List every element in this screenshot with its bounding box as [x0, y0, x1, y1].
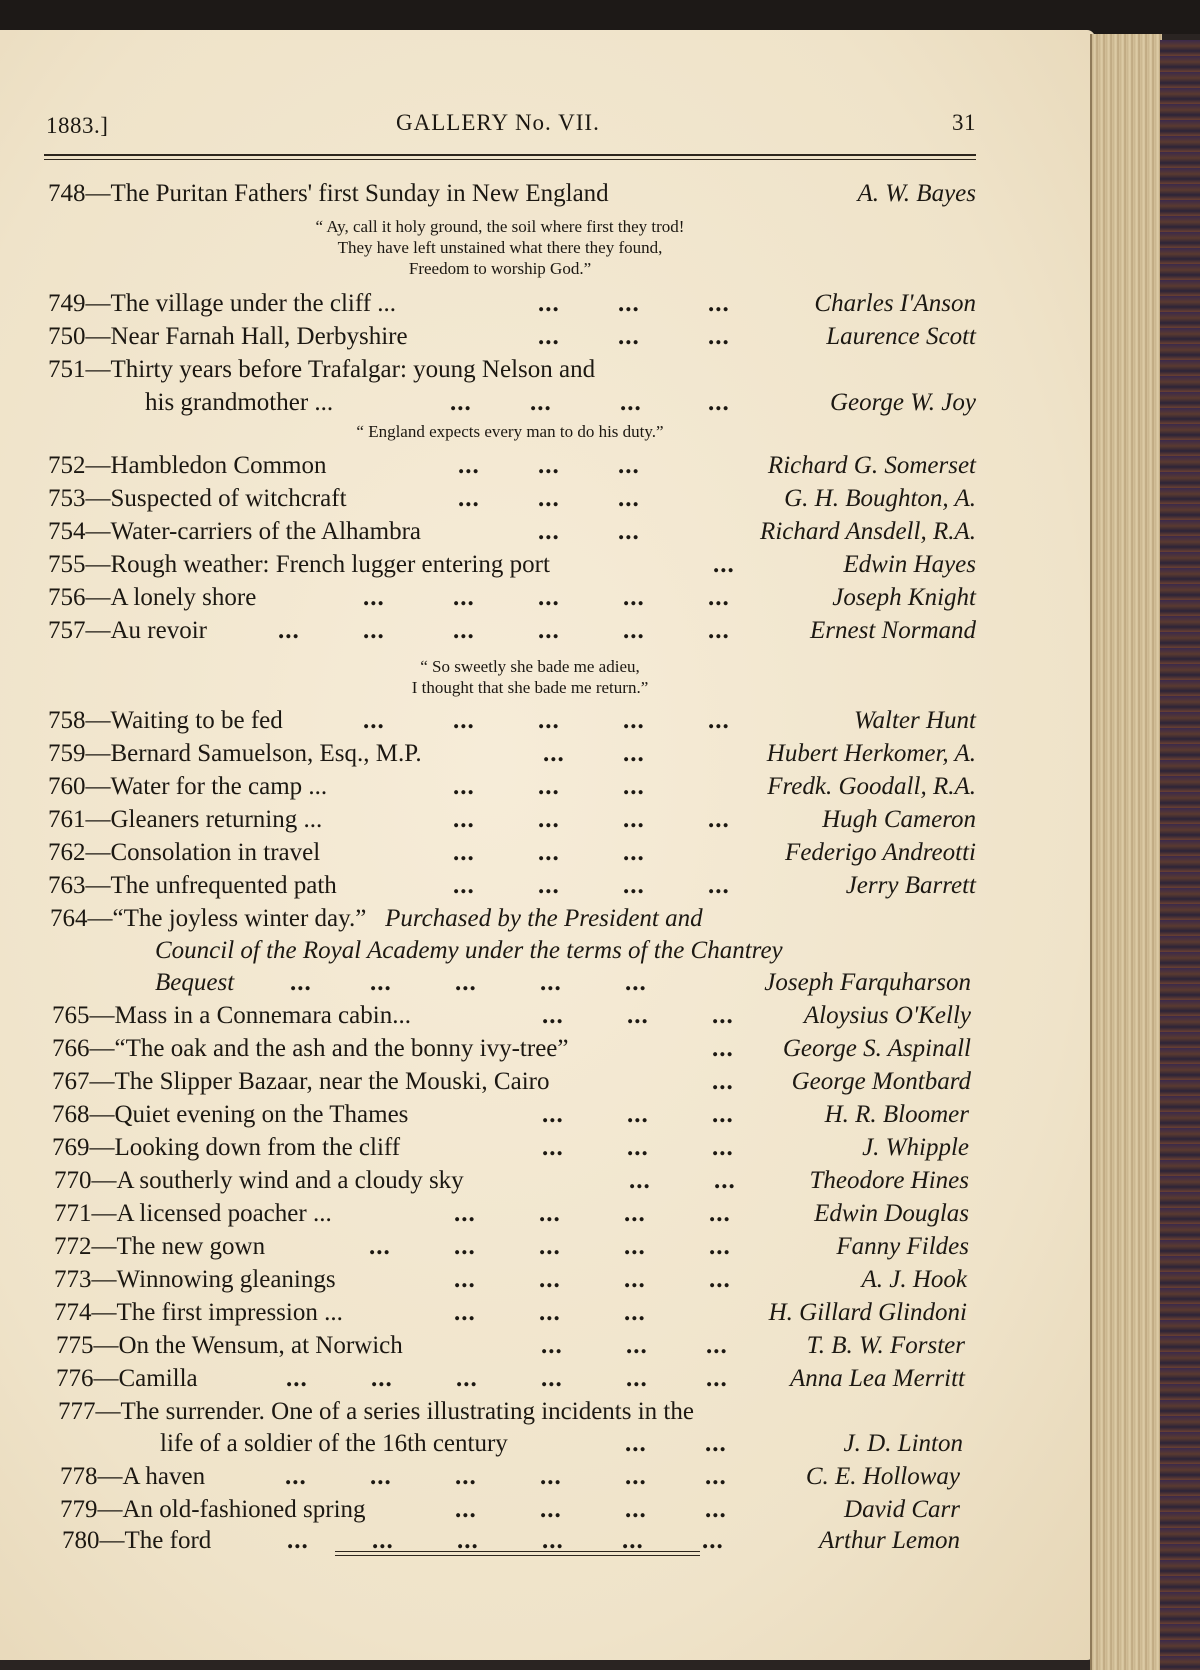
entry-number: 758: [48, 707, 86, 734]
leader-dots: ...: [538, 452, 560, 479]
leader-dots: ...: [712, 1068, 734, 1095]
leader-dots: ...: [372, 1527, 394, 1554]
leader-dots: ...: [453, 839, 475, 866]
entry-title: The Slipper Bazaar, near the Mouski, Cairo: [114, 1068, 550, 1095]
entry-artist: Richard G. Somerset: [767, 452, 976, 479]
leader-dots: ...: [455, 1463, 477, 1490]
leader-dots: ...: [538, 839, 560, 866]
entry-title: A lonely shore: [110, 584, 257, 611]
leader-dots: ...: [625, 1463, 647, 1490]
leader-dots: ...: [709, 1233, 731, 1260]
leader-dots: ...: [626, 1365, 648, 1392]
leader-dots: ...: [705, 1463, 727, 1490]
entry-title: Waiting to be fed: [110, 707, 283, 734]
leader-dots: ...: [539, 1233, 561, 1260]
entry-title: Winnowing gleanings: [116, 1266, 336, 1293]
quote-757: [340, 656, 720, 698]
entry-number: 779: [60, 1496, 98, 1523]
leader-dots: ...: [705, 1430, 727, 1457]
entry-title-continued: his grandmother ...: [145, 389, 334, 416]
entry-artist: Walter Hunt: [854, 707, 976, 734]
quote-751: [280, 421, 740, 442]
entry-artist: H. Gillard Glindoni: [768, 1299, 967, 1326]
entry-number: 755: [48, 551, 86, 578]
entry-764-cont-2: [155, 967, 971, 999]
leader-dots: ...: [625, 1496, 647, 1523]
leader-dots: ...: [627, 1134, 649, 1161]
scan-top-edge: [0, 0, 1200, 34]
leader-dots: ...: [618, 485, 640, 512]
leader-dots: ...: [713, 551, 735, 578]
entry-artist: Joseph Knight: [832, 584, 976, 611]
leader-dots: ...: [540, 969, 562, 996]
leader-dots: ...: [455, 969, 477, 996]
leader-dots: ...: [625, 969, 647, 996]
leader-dots: ...: [278, 617, 300, 644]
entry-number: 771: [54, 1200, 92, 1227]
entry-artist: C. E. Holloway: [805, 1463, 960, 1490]
leader-dots: ...: [618, 290, 640, 317]
entry-number: 761: [48, 806, 86, 833]
book-binding: [1160, 40, 1200, 1670]
header-title: GALLERY No. VII.: [396, 110, 600, 135]
entry-title: The Puritan Fathers' first Sunday in New England: [110, 180, 609, 207]
leader-dots: ...: [457, 1527, 479, 1554]
leader-dots: ...: [456, 1365, 478, 1392]
entry-title: Looking down from the cliff: [114, 1134, 401, 1161]
entry-754: 754—Water-carriers of the Alhambra ... ... Richard Ansdell, R.A.: [48, 516, 976, 548]
leader-dots: ...: [542, 1134, 564, 1161]
entry-artist: George Montbard: [791, 1068, 971, 1095]
quote-line: “ Ay, call it holy ground, the soil where first they trod!: [315, 217, 685, 236]
leader-dots: ...: [623, 617, 645, 644]
entry-757: 757—Au revoir ... ... ... ... ... ... Ernest Normand: [48, 615, 976, 647]
entry-title: Mass in a Connemara cabin...: [114, 1002, 411, 1029]
leader-dots: ...: [627, 1002, 649, 1029]
entry-763: 763—The unfrequented path ... ... ... ... Jerry Barrett: [48, 870, 976, 902]
entry-title: On the Wensum, at Norwich: [118, 1332, 403, 1359]
entry-title: The first impression ...: [116, 1299, 343, 1326]
entry-number: 776: [56, 1365, 94, 1392]
leader-dots: ...: [624, 1200, 646, 1227]
quote-line: “ England expects every man to do his duty.”: [356, 422, 664, 441]
entry-751: 751—Thirty years before Trafalgar: young Nelson and: [48, 356, 596, 383]
leader-dots: ...: [538, 806, 560, 833]
entry-772: 772—The new gown ... ... ... ... ... Fanny Fildes: [54, 1231, 969, 1263]
leader-dots: ...: [542, 1002, 564, 1029]
leader-dots: ...: [541, 1332, 563, 1359]
leader-dots: ...: [285, 1463, 307, 1490]
entry-title: The ford: [124, 1527, 212, 1554]
entry-768: 768—Quiet evening on the Thames ... ... ... H. R. Bloomer: [52, 1099, 969, 1131]
entry-777-cont: [160, 1428, 963, 1460]
entry-number: 760: [48, 773, 86, 800]
entry-title: The new gown: [116, 1233, 266, 1260]
leader-dots: ...: [623, 839, 645, 866]
entry-artist: Aloysius O'Kelly: [803, 1002, 971, 1029]
entry-artist: T. B. W. Forster: [806, 1332, 965, 1359]
entry-title: Thirty years before Trafalgar: young Nelson and: [110, 356, 596, 383]
leader-dots: ...: [538, 323, 560, 350]
entry-number: 750: [48, 323, 86, 350]
running-header: [46, 110, 976, 143]
entry-artist: Ernest Normand: [810, 617, 976, 644]
entry-artist: J. D. Linton: [843, 1430, 963, 1457]
entry-title: Consolation in travel: [110, 839, 321, 866]
leader-dots: ...: [539, 1266, 561, 1293]
leader-dots: ...: [453, 773, 475, 800]
leader-dots: ...: [455, 1496, 477, 1523]
entry-773: 773—Winnowing gleanings ... ... ... ... A. J. Hook: [54, 1264, 967, 1296]
entry-number: 762: [48, 839, 86, 866]
leader-dots: ...: [708, 872, 730, 899]
entry-title-continued: life of a soldier of the 16th century: [160, 1430, 508, 1457]
entry-number: 775: [56, 1332, 94, 1359]
entry-artist: Hugh Cameron: [822, 806, 976, 833]
header-rule: [44, 154, 976, 160]
leader-dots: ...: [542, 1527, 564, 1554]
entry-artist: A. W. Bayes: [857, 180, 976, 207]
entry-number: 777: [58, 1398, 96, 1425]
leader-dots: ...: [454, 1266, 476, 1293]
entry-775: 775—On the Wensum, at Norwich ... ... ... T. B. W. Forster: [56, 1330, 965, 1362]
entry-title: Bernard Samuelson, Esq., M.P.: [110, 740, 422, 767]
leader-dots: ...: [706, 1365, 728, 1392]
leader-dots: ...: [538, 773, 560, 800]
leader-dots: ...: [623, 707, 645, 734]
leader-dots: ...: [539, 1200, 561, 1227]
leader-dots: ...: [539, 1299, 561, 1326]
entry-number: 751: [48, 356, 86, 383]
leader-dots: ...: [290, 969, 312, 996]
entry-title: The unfrequented path: [110, 872, 337, 899]
leader-dots: ...: [543, 740, 565, 767]
entry-764: 764—“The joyless winter day.” Purchased by the President and: [50, 905, 703, 932]
entry-number: 780: [62, 1527, 100, 1554]
entry-title: A southerly wind and a cloudy sky: [116, 1167, 464, 1194]
entry-748: 748—The Puritan Fathers' first Sunday in New England A. W. Bayes: [48, 178, 976, 210]
entry-number: 764: [50, 905, 88, 932]
entry-title: “The joyless winter day.”: [112, 905, 367, 932]
quote-line: I thought that she bade me return.”: [411, 678, 649, 697]
entry-749: 749—The village under the cliff ... ... ... ... Charles I'Anson: [48, 288, 976, 320]
leader-dots: ...: [538, 290, 560, 317]
entry-number: 778: [60, 1463, 98, 1490]
leader-dots: ...: [624, 1266, 646, 1293]
entry-artist: Anna Lea Merritt: [790, 1365, 965, 1392]
entry-artist: George W. Joy: [829, 389, 976, 416]
leader-dots: ...: [453, 584, 475, 611]
leader-dots: ...: [712, 1101, 734, 1128]
entry-note: Council of the Royal Academy under the terms of the Chantrey: [155, 937, 783, 964]
entry-750: 750—Near Farnah Hall, Derbyshire ... ... ... Laurence Scott: [48, 321, 976, 353]
leader-dots: ...: [620, 389, 642, 416]
entry-number: 773: [54, 1266, 92, 1293]
leader-dots: ...: [538, 617, 560, 644]
entry-title: “The oak and the ash and the bonny ivy-tree”: [114, 1035, 569, 1062]
entry-artist: Federigo Andreotti: [785, 839, 976, 866]
entry-title: Water-carriers of the Alhambra: [110, 518, 422, 545]
entry-774: 774—The first impression ... ... ... ... H. Gillard Glindoni: [54, 1297, 967, 1329]
entry-756: 756—A lonely shore ... ... ... ... ... Joseph Knight: [48, 582, 976, 614]
leader-dots: ...: [702, 1527, 724, 1554]
leader-dots: ...: [622, 1527, 644, 1554]
entry-767: 767—The Slipper Bazaar, near the Mouski, Cairo ... George Montbard: [52, 1066, 971, 1098]
entry-title: Quiet evening on the Thames: [114, 1101, 409, 1128]
entry-number: 748: [48, 180, 86, 207]
entry-artist: G. H. Boughton, A.: [784, 485, 976, 512]
quote-line: Freedom to worship God.”: [408, 259, 592, 278]
entry-769: 769—Looking down from the cliff ... ... ... J. Whipple: [52, 1132, 969, 1164]
entry-number: 752: [48, 452, 86, 479]
leader-dots: ...: [708, 389, 730, 416]
leader-dots: ...: [540, 1463, 562, 1490]
entry-780: 780—The ford ... ... ... ... ... ... Arthur Lemon: [62, 1525, 960, 1557]
leader-dots: ...: [706, 1332, 728, 1359]
leader-dots: ...: [618, 518, 640, 545]
entry-title: Rough weather: French lugger entering port: [110, 551, 550, 578]
entry-number: 763: [48, 872, 86, 899]
quote-748: [230, 216, 770, 279]
entry-artist: David Carr: [844, 1496, 960, 1523]
quote-line: “ So sweetly she bade me adieu,: [420, 657, 640, 676]
leader-dots: ...: [371, 1365, 393, 1392]
entry-770: 770—A southerly wind and a cloudy sky ... ... Theodore Hines: [54, 1165, 969, 1197]
leader-dots: ...: [538, 485, 560, 512]
entry-777: 777—The surrender. One of a series illustrating incidents in the: [58, 1398, 694, 1425]
entry-751-cont: [145, 387, 976, 419]
leader-dots: ...: [708, 584, 730, 611]
entry-number: 774: [54, 1299, 92, 1326]
entry-761: 761—Gleaners returning ... ... ... ... ... Hugh Cameron: [48, 804, 976, 836]
entry-title: Au revoir: [110, 617, 207, 644]
leader-dots: ...: [618, 452, 640, 479]
entry-753: 753—Suspected of witchcraft ... ... ... G. H. Boughton, A.: [48, 483, 976, 515]
leader-dots: ...: [708, 290, 730, 317]
entry-number: 756: [48, 584, 86, 611]
leader-dots: ...: [709, 1266, 731, 1293]
entry-artist: Edwin Douglas: [814, 1200, 969, 1227]
entry-number: 772: [54, 1233, 92, 1260]
entry-artist: Charles I'Anson: [814, 290, 976, 317]
leader-dots: ...: [626, 1332, 648, 1359]
leader-dots: ...: [369, 1233, 391, 1260]
leader-dots: ...: [624, 1233, 646, 1260]
entry-artist: A. J. Hook: [861, 1266, 967, 1293]
entry-number: 769: [52, 1134, 90, 1161]
entry-artist: H. R. Bloomer: [824, 1101, 969, 1128]
leader-dots: ...: [708, 806, 730, 833]
leader-dots: ...: [624, 1299, 646, 1326]
entry-number: 765: [52, 1002, 90, 1029]
leader-dots: ...: [625, 1430, 647, 1457]
entry-number: 753: [48, 485, 86, 512]
leader-dots: ...: [712, 1035, 734, 1062]
leader-dots: ...: [453, 707, 475, 734]
leader-dots: ...: [708, 617, 730, 644]
leader-dots: ...: [538, 872, 560, 899]
leader-dots: ...: [541, 1365, 563, 1392]
entry-765: 765—Mass in a Connemara cabin... ... ... ... Aloysius O'Kelly: [52, 1000, 971, 1032]
entry-number: 766: [52, 1035, 90, 1062]
entry-title: Hambledon Common: [110, 452, 327, 479]
leader-dots: ...: [712, 1002, 734, 1029]
leader-dots: ...: [538, 584, 560, 611]
leader-dots: ...: [623, 773, 645, 800]
entry-776: 776—Camilla ... ... ... ... ... ... Anna Lea Merritt: [56, 1363, 965, 1395]
entry-755: 755—Rough weather: French lugger entering port ... Edwin Hayes: [48, 549, 976, 581]
entry-artist: J. Whipple: [862, 1134, 969, 1161]
entry-number: 757: [48, 617, 86, 644]
entry-title: A licensed poacher ...: [116, 1200, 332, 1227]
entry-artist: Arthur Lemon: [819, 1527, 960, 1554]
entry-764-cont: [155, 935, 976, 967]
entry-artist: Fredk. Goodall, R.A.: [767, 773, 976, 800]
entry-title: A haven: [122, 1463, 206, 1490]
closing-rule: [335, 1551, 700, 1556]
entry-artist: Joseph Farquharson: [764, 969, 971, 996]
entry-779: 779—An old-fashioned spring ... ... ... ... David Carr: [60, 1494, 960, 1526]
entry-note: Bequest: [155, 969, 235, 996]
leader-dots: ...: [705, 1496, 727, 1523]
leader-dots: ...: [287, 1527, 309, 1554]
leader-dots: ...: [540, 1496, 562, 1523]
leader-dots: ...: [708, 323, 730, 350]
entry-number: 770: [54, 1167, 92, 1194]
entry-artist: Theodore Hines: [809, 1167, 969, 1194]
leader-dots: ...: [363, 617, 385, 644]
entry-759: 759—Bernard Samuelson, Esq., M.P. ... ... Hubert Herkomer, A.: [48, 738, 976, 770]
leader-dots: ...: [629, 1167, 651, 1194]
entry-title: Suspected of witchcraft: [110, 485, 347, 512]
leader-dots: ...: [538, 707, 560, 734]
leader-dots: ...: [363, 584, 385, 611]
leader-dots: ...: [623, 872, 645, 899]
entry-title: The surrender. One of a series illustrating incidents in the: [120, 1398, 694, 1425]
leader-dots: ...: [454, 1200, 476, 1227]
leader-dots: ...: [370, 969, 392, 996]
entry-artist: Jerry Barrett: [845, 872, 976, 899]
entry-title: Near Farnah Hall, Derbyshire: [110, 323, 408, 350]
page-stack-edge: [1090, 34, 1162, 1670]
entry-number: 759: [48, 740, 86, 767]
quote-line: They have left unstained what there they found,: [337, 238, 663, 257]
leader-dots: ...: [450, 389, 472, 416]
entry-766: 766—“The oak and the ash and the bonny ivy-tree” ... George S. Aspinall: [52, 1033, 971, 1065]
leader-dots: ...: [453, 617, 475, 644]
entry-artist: George S. Aspinall: [782, 1035, 971, 1062]
leader-dots: ...: [458, 485, 480, 512]
leader-dots: ...: [623, 806, 645, 833]
entry-artist: Hubert Herkomer, A.: [766, 740, 976, 767]
entry-771: 771—A licensed poacher ... ... ... ... ... Edwin Douglas: [54, 1198, 969, 1230]
entry-artist: Edwin Hayes: [843, 551, 976, 578]
entry-title: Gleaners returning ...: [110, 806, 323, 833]
leader-dots: ...: [712, 1134, 734, 1161]
entry-752: 752—Hambledon Common ... ... ... Richard G. Somerset: [48, 450, 976, 482]
entry-artist: Fanny Fildes: [836, 1233, 969, 1260]
entry-760: 760—Water for the camp ... ... ... ... Fredk. Goodall, R.A.: [48, 771, 976, 803]
entry-762: 762—Consolation in travel ... ... ... Federigo Andreotti: [48, 837, 976, 869]
entry-number: 768: [52, 1101, 90, 1128]
leader-dots: ...: [454, 1233, 476, 1260]
leader-dots: ...: [542, 1101, 564, 1128]
entry-title: An old-fashioned spring: [122, 1496, 366, 1523]
entry-number: 754: [48, 518, 86, 545]
leader-dots: ...: [623, 584, 645, 611]
entry-758: 758—Waiting to be fed ... ... ... ... ... Walter Hunt: [48, 705, 976, 737]
leader-dots: ...: [363, 707, 385, 734]
header-year: 1883.]: [46, 113, 109, 138]
entry-title: The village under the cliff ...: [110, 290, 397, 317]
leader-dots: ...: [453, 872, 475, 899]
entry-number: 767: [52, 1068, 90, 1095]
leader-dots: ...: [709, 1200, 731, 1227]
leader-dots: ...: [708, 707, 730, 734]
leader-dots: ...: [453, 806, 475, 833]
leader-dots: ...: [530, 389, 552, 416]
leader-dots: ...: [458, 452, 480, 479]
leader-dots: ...: [286, 1365, 308, 1392]
entry-number: 749: [48, 290, 86, 317]
page-number: 31: [952, 110, 976, 135]
entry-note: Purchased by the President and: [385, 905, 703, 932]
leader-dots: ...: [454, 1299, 476, 1326]
leader-dots: ...: [618, 323, 640, 350]
entry-artist: Laurence Scott: [826, 323, 976, 350]
leader-dots: ...: [627, 1101, 649, 1128]
leader-dots: ...: [538, 518, 560, 545]
leader-dots: ...: [370, 1463, 392, 1490]
entry-title: Water for the camp ...: [110, 773, 328, 800]
entry-778: 778—A haven ... ... ... ... ... ... C. E. Holloway: [60, 1461, 960, 1493]
entry-title: Camilla: [118, 1365, 198, 1392]
leader-dots: ...: [623, 740, 645, 767]
leader-dots: ...: [714, 1167, 736, 1194]
entry-artist: Richard Ansdell, R.A.: [760, 518, 976, 545]
